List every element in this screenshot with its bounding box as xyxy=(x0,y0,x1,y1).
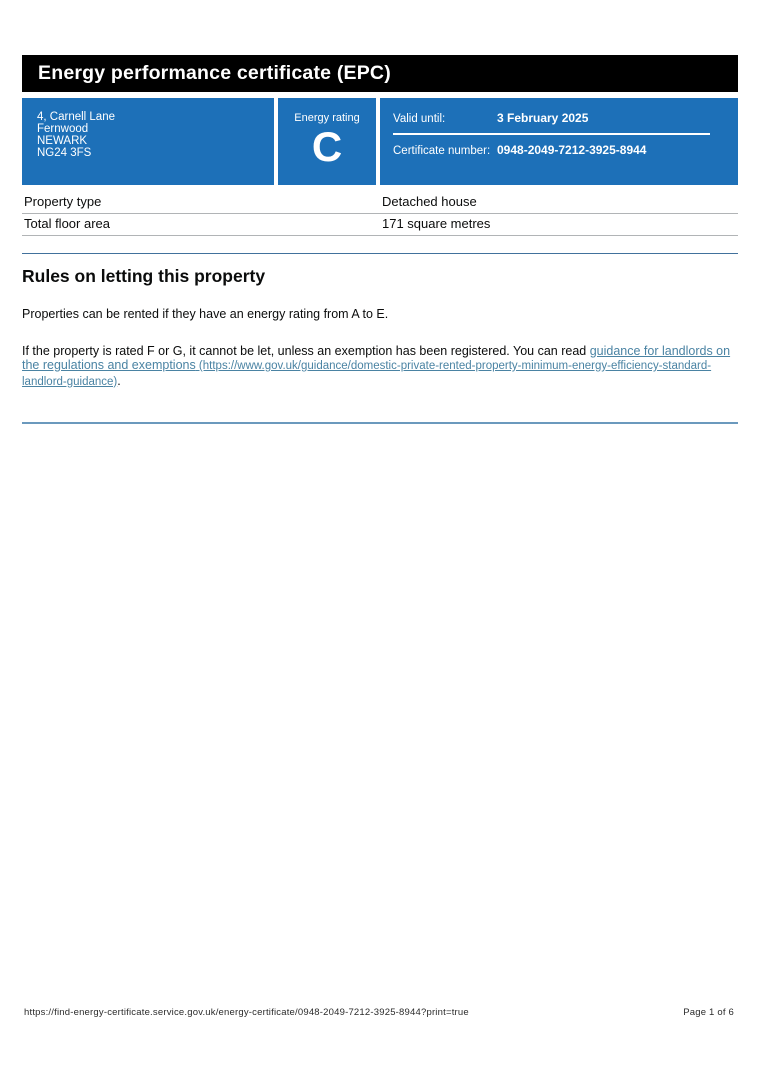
address-line: NG24 3FS xyxy=(37,147,92,159)
rules-paragraph-1: Properties can be rented if they have an energy rating from A to E. xyxy=(22,307,389,321)
paragraph-text: . xyxy=(117,373,121,388)
row-value: Detached house xyxy=(382,194,477,209)
valid-until-label: Valid until: xyxy=(393,113,446,125)
section-divider-top xyxy=(22,253,738,254)
property-details-table xyxy=(22,192,738,236)
energy-rating-label: Energy rating xyxy=(294,112,360,124)
table-row xyxy=(22,192,738,214)
link-url-text[interactable]: (https://www.gov.uk/guidance/domestic-private-rented-property-minimum-energy-efficiency-standard-landlord-guidance) xyxy=(22,360,712,388)
certificate-number-label: Certificate number: xyxy=(393,145,491,157)
validity-divider-line xyxy=(393,133,710,135)
validity-block xyxy=(380,98,738,185)
link-text[interactable]: guidance for landlords on the regulations and exemptions xyxy=(22,343,731,372)
energy-rating-value: C xyxy=(311,123,343,170)
page-indicator: Page 1 of 6 xyxy=(683,1007,734,1018)
section-divider-bottom xyxy=(22,422,738,424)
row-value: 171 square metres xyxy=(382,216,491,231)
address-line: Fernwood xyxy=(37,123,89,135)
rules-section-heading: Rules on letting this property xyxy=(22,266,266,286)
row-label: Property type xyxy=(24,194,102,209)
address-line: 4, Carnell Lane xyxy=(37,111,115,123)
table-row xyxy=(22,214,738,236)
address-line: NEWARK xyxy=(37,135,88,147)
paragraph-text: If the property is rated F or G, it cannot be let, unless an exemption has been registered. You can read xyxy=(22,343,590,358)
valid-until-row xyxy=(393,111,724,125)
certificate-number-value: 0948-2049-7212-3925-8944 xyxy=(497,143,647,157)
row-label: Total floor area xyxy=(24,216,110,231)
certificate-title-banner xyxy=(22,55,738,92)
valid-until-value: 3 February 2025 xyxy=(497,111,589,125)
page-title: Energy performance certificate (EPC) xyxy=(38,62,391,84)
certificate-number-row xyxy=(393,143,724,157)
print-footer xyxy=(24,1007,734,1018)
property-address-block xyxy=(22,98,274,185)
footer-source-url: https://find-energy-certificate.service.gov.uk/energy-certificate/0948-2049-7212-3925-8944?print=true xyxy=(24,1007,469,1018)
rules-paragraph-2 xyxy=(22,344,738,390)
energy-rating-block xyxy=(278,98,376,185)
certificate-summary-band xyxy=(22,98,738,185)
